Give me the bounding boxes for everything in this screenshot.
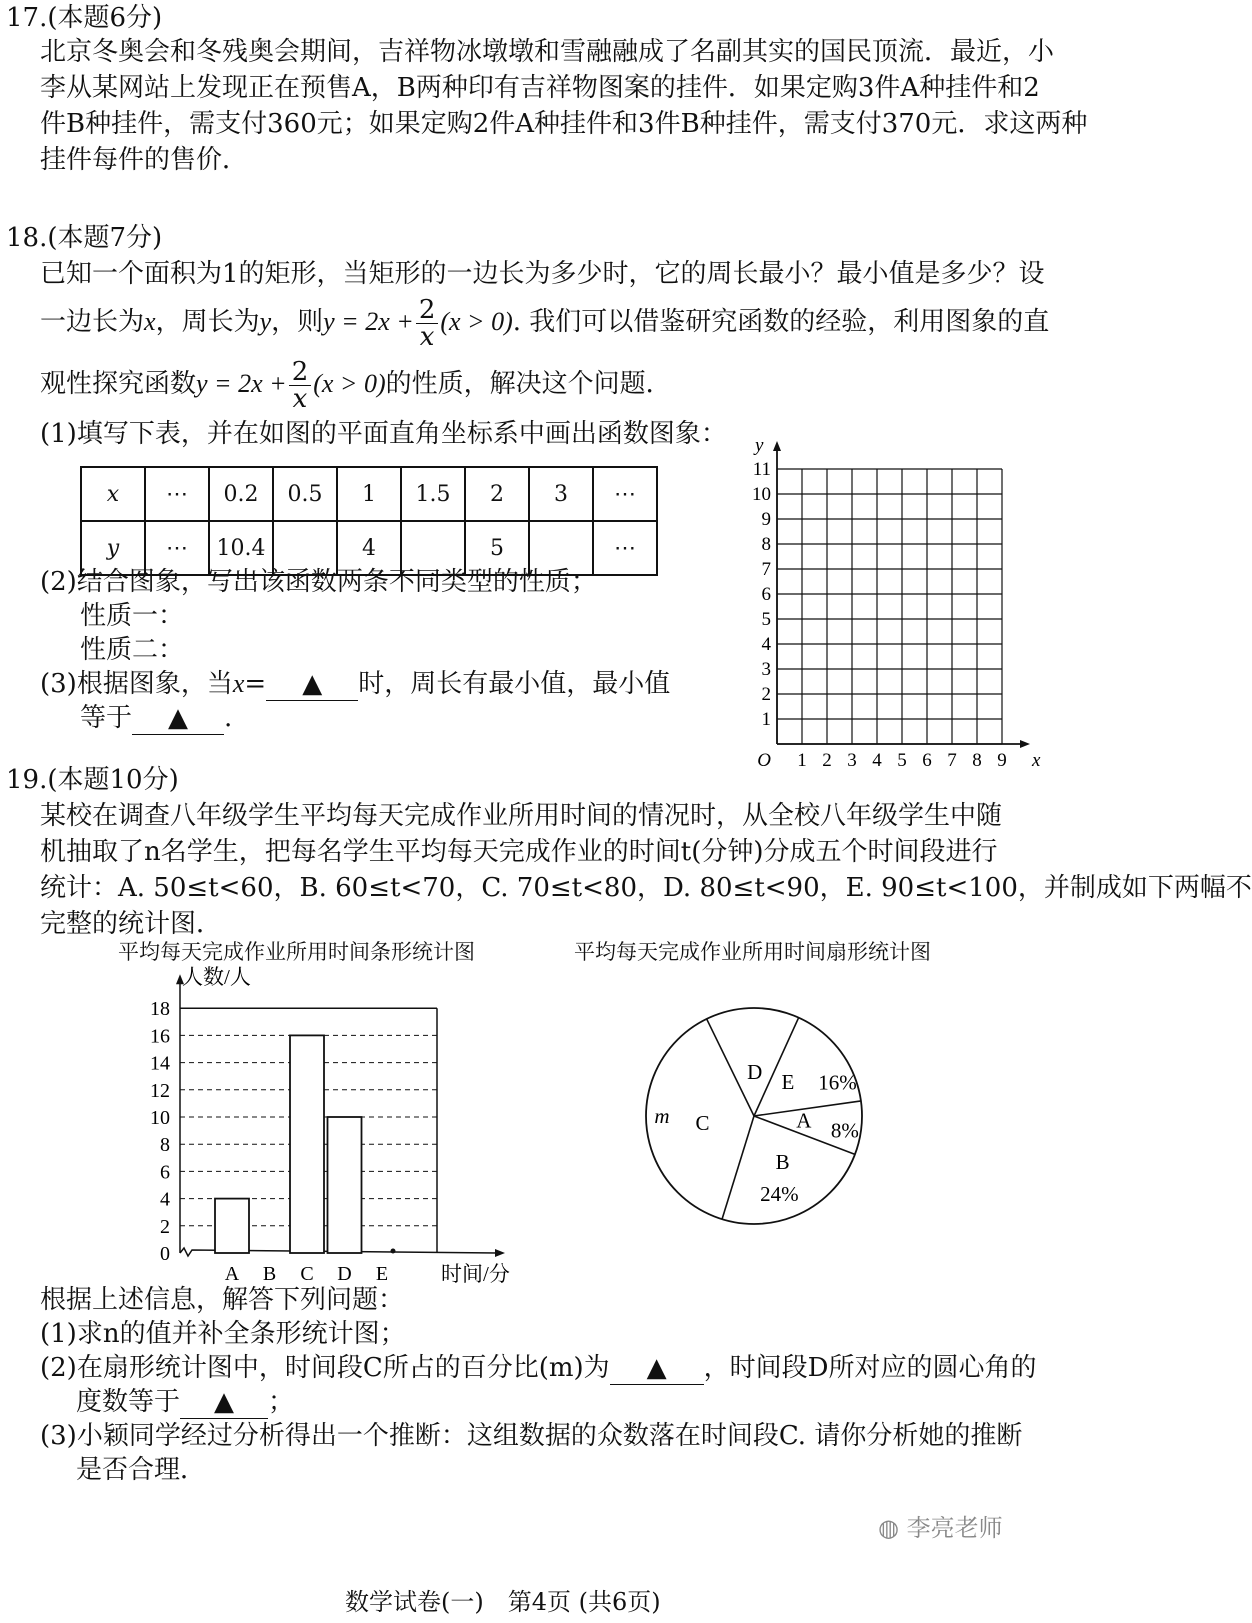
x-tick-label: 7 (947, 750, 957, 771)
table-cell: x (81, 467, 145, 521)
q17-header (6, 2, 162, 34)
y-tick-label: 3 (761, 659, 771, 680)
page-footer: 数学试卷(一) 第4页 (共6页) (345, 1588, 661, 1616)
table-cell: 5 (465, 521, 529, 575)
pie-label: E (781, 1070, 795, 1095)
answer-blank[interactable]: ▲ (266, 668, 358, 701)
q17-line-4: 挂件每件的售价． (40, 145, 249, 175)
q18-fraction (416, 294, 439, 352)
q17-points: (本题6分) (47, 3, 163, 33)
q18-part3-eq: = (244, 669, 267, 699)
answer-blank[interactable]: ▲ (132, 702, 224, 735)
table-cell: ⋯ (145, 467, 209, 521)
q18-fraction-2 (289, 356, 312, 414)
q18-formula-lhs: y = 2x + (323, 307, 414, 336)
y-axis-label: 人数/人 (182, 965, 251, 990)
pie-label: A (796, 1108, 812, 1133)
y-tick-label: 9 (761, 509, 771, 530)
dot-mark (391, 1249, 396, 1254)
q18-part3-text2: 时，周长有最小值，最小值 (358, 669, 671, 699)
q18-line2-post: . 我们可以借鉴研究函数的经验，利用图象的直 (512, 307, 1050, 337)
x-tick-label: 4 (872, 750, 882, 771)
y-tick-label: 14 (150, 1052, 170, 1075)
x-axis-label: x (1032, 750, 1041, 771)
q18-header (6, 222, 162, 254)
x-tick-label: 2 (822, 750, 832, 771)
table-cell: 3 (529, 467, 593, 521)
bar-C (290, 1035, 324, 1253)
pie-chart (630, 1000, 880, 1240)
q19-header (6, 764, 179, 796)
q17-number: 17. (6, 3, 48, 33)
y-tick-label: 6 (160, 1161, 170, 1184)
q18-line3-post: 的性质，解决这个问题． (385, 369, 672, 399)
x-tick-label: A (224, 1263, 240, 1285)
table-cell: 2 (465, 467, 529, 521)
x-tick-label: 6 (922, 750, 932, 771)
y-tick-label: 10 (150, 1107, 170, 1129)
q18-frac-den-2: x (292, 383, 308, 414)
y-tick-label: 7 (761, 559, 771, 580)
q19-line-2: 机抽取了n名学生，把每名学生平均每天完成作业的时间t(分钟)分成五个时间段进行 (40, 837, 998, 867)
y-tick-label: 18 (150, 998, 170, 1021)
y-tick-label: 4 (761, 634, 771, 655)
q19-sub3: (3)小颖同学经过分析得出一个推断：这组数据的众数落在时间段C. 请你分析她的推断 (40, 1421, 1023, 1451)
y-tick-label: 2 (761, 684, 771, 705)
q19-sub2-b: ，时间段D所对应的圆心角的 (703, 1353, 1037, 1383)
y-tick-label: 4 (160, 1188, 170, 1211)
wechat-icon: ◍ (878, 1514, 899, 1542)
q19-line-3: 统计：A. 50≤t<60，B. 60≤t<70，C. 70≤t<80，D. 80≤t<90，E. 90≤t<100，并制成如下两幅不 (40, 873, 1252, 903)
q18-formula-cond-2: (x > 0) (313, 369, 386, 398)
q18-line2-mid: ，周长为 (155, 307, 260, 337)
q19-answer-intro: 根据上述信息，解答下列问题： (40, 1285, 405, 1315)
q17-line-2: 李从某网站上发现正在预售A，B两种印有吉祥物图案的挂件．如果定购3件A种挂件和2 (40, 73, 1040, 103)
q19-sub2-c: 度数等于 (76, 1387, 181, 1417)
x-tick-label: D (337, 1263, 352, 1285)
q18-frac-num: 2 (416, 297, 439, 324)
y-tick-label: 12 (150, 1079, 170, 1102)
q18-line-3 (40, 356, 672, 412)
y-tick-label: 11 (752, 459, 771, 480)
q18-part3-e: . (224, 703, 233, 733)
y-tick-label: 6 (761, 584, 771, 605)
table-cell: 0.2 (209, 467, 273, 521)
watermark (878, 1508, 1003, 1543)
q18-frac-num-2: 2 (289, 359, 312, 386)
q19-line-1: 某校在调查八年级学生平均每天完成作业所用时间的情况时，从全校八年级学生中随 (40, 801, 1003, 831)
q18-part1: (1)填写下表，并在如图的平面直角坐标系中画出函数图象： (40, 419, 727, 449)
table-cell: ⋯ (145, 521, 209, 575)
q18-formula-lhs-2: y = 2x + (196, 369, 287, 398)
origin-label: O (757, 750, 771, 771)
x-axis-arrow (1020, 740, 1030, 748)
bar-chart (130, 960, 530, 1285)
y-tick-label: 10 (752, 484, 771, 505)
pie-chart-title: 平均每天完成作业所用时间扇形统计图 (574, 940, 931, 964)
x-tick-label: 8 (972, 750, 982, 771)
x-axis-label: 时间/分 (441, 1262, 510, 1286)
x-tick-label: 9 (997, 750, 1007, 771)
pie-label: 16% (818, 1070, 857, 1095)
pie-label: 24% (760, 1181, 799, 1206)
bar-chart-title: 平均每天完成作业所用时间条形统计图 (118, 940, 475, 964)
coordinate-grid (740, 424, 1040, 774)
q18-var-x: x (144, 307, 156, 336)
q19-sub2-d: ； (268, 1387, 295, 1417)
table-cell: ⋯ (593, 467, 657, 521)
pie-label: D (747, 1060, 763, 1085)
answer-blank[interactable]: ▲ (610, 1352, 704, 1385)
q18-line-2 (40, 294, 1049, 350)
bar-A (215, 1199, 249, 1253)
y-axis-label: y (755, 435, 764, 456)
x-tick-label: 3 (847, 750, 857, 771)
q19-sub1: (1)求n的值并补全条形统计图； (40, 1319, 406, 1349)
table-cell: 0.5 (273, 467, 337, 521)
q18-points: (本题7分) (47, 223, 163, 253)
q18-line2-mid2: ，则 (271, 307, 324, 337)
table-cell: 4 (337, 521, 401, 575)
x-tick-label: 1 (797, 750, 807, 771)
y-tick-label: 5 (761, 609, 771, 630)
table-cell: 1 (337, 467, 401, 521)
q18-part3-d: 等于 (80, 703, 133, 733)
q18-part3 (40, 668, 670, 701)
q18-number: 18. (6, 223, 48, 253)
q18-part3-line2 (80, 702, 232, 735)
y-tick-label: 8 (160, 1134, 170, 1157)
y-tick-label: 0 (160, 1243, 170, 1265)
q18-frac-den: x (419, 321, 435, 352)
q18-var-y: y (259, 307, 272, 336)
value-table (80, 466, 658, 576)
q17-line-3: 件B种挂件，需支付360元；如果定购2件A种挂件和3件B种挂件，需支付370元．求这两种 (40, 109, 1088, 139)
q18-line2-text: 一边长为 (40, 307, 145, 337)
table-cell: 10.4 (209, 521, 273, 575)
x-tick-label: C (300, 1263, 314, 1285)
q19-sub2 (40, 1352, 1037, 1385)
pie-label: C (695, 1111, 710, 1136)
y-tick-label: 2 (160, 1215, 170, 1238)
pie-label: B (775, 1149, 790, 1174)
watermark-text: 李亮老师 (906, 1514, 1003, 1542)
pie-label: 8% (830, 1118, 859, 1143)
q18-prop1: 性质一： (80, 601, 185, 631)
table-cell: ⋯ (593, 521, 657, 575)
y-tick-label: 1 (761, 709, 771, 730)
q19-line-4: 完整的统计图． (40, 909, 223, 939)
x-tick-label: 5 (897, 750, 907, 771)
y-axis-arrow (773, 441, 781, 451)
table-row-x (81, 467, 657, 521)
answer-blank[interactable]: ▲ (180, 1386, 268, 1419)
q18-part3-var: x (232, 669, 245, 698)
q18-part3-text: (3)根据图象，当 (40, 669, 233, 699)
x-axis-arrow (495, 1249, 505, 1257)
q18-line3-pre: 观性探究函数 (40, 369, 197, 399)
bar-D (328, 1117, 362, 1253)
q19-number: 19. (6, 765, 48, 795)
y-tick-label: 8 (761, 534, 771, 555)
q17-line-1: 北京冬奥会和冬残奥会期间，吉祥物冰墩墩和雪融融成了名副其实的国民顶流．最近，小 (40, 37, 1055, 67)
table-cell: y (81, 521, 145, 575)
table-cell: 1.5 (401, 467, 465, 521)
q18-part2: (2)结合图象，写出该函数两条不同类型的性质； (40, 567, 597, 597)
x-tick-label: E (375, 1263, 389, 1285)
y-tick-label: 16 (150, 1025, 170, 1048)
q19-sub2-a: (2)在扇形统计图中，时间段C所占的百分比(m)为 (40, 1353, 610, 1383)
q18-prop2: 性质二： (80, 635, 185, 665)
pie-label: m (654, 1104, 670, 1128)
q18-line-1: 已知一个面积为1的矩形，当矩形的一边长为多少时，它的周长最小？最小值是多少？设 (40, 259, 1045, 289)
q19-sub3-line2: 是否合理． (76, 1455, 207, 1485)
x-tick-label: B (262, 1263, 277, 1285)
q19-sub2-line2 (76, 1386, 294, 1419)
q19-points: (本题10分) (47, 765, 179, 795)
q18-formula-cond: (x > 0) (440, 307, 513, 336)
